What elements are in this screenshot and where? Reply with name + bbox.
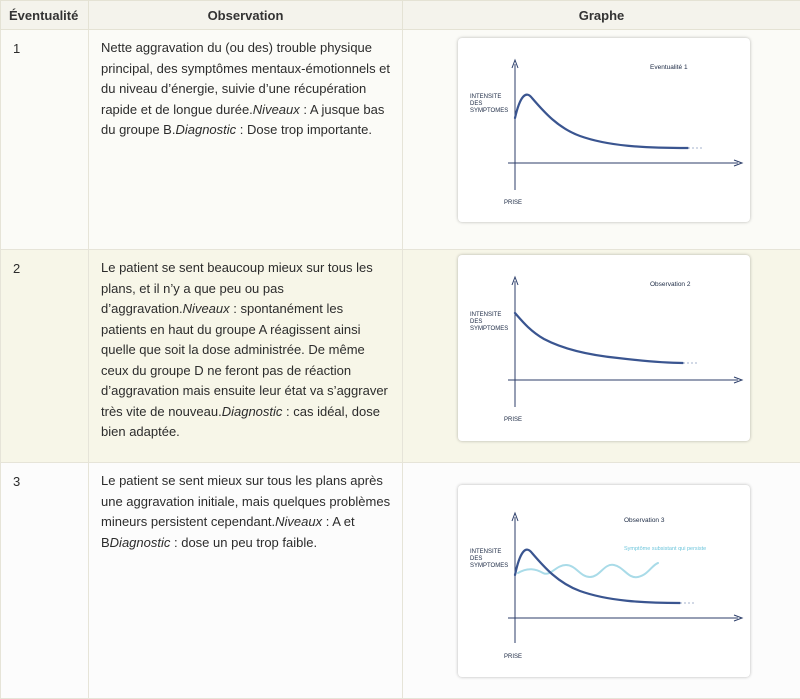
symptom-curve <box>515 95 688 148</box>
graph-cell <box>403 250 800 463</box>
graph-title: Eventualité 1 <box>650 64 688 71</box>
graph-ylabel-line: INTENSITE <box>470 549 501 555</box>
header-observation: Observation <box>89 1 403 30</box>
graph-card <box>458 38 750 222</box>
graph-title: Observation 3 <box>624 517 665 524</box>
graph-eventualite-1 <box>458 38 750 222</box>
observation-text: Le patient se sent beaucoup mieux sur tous les plans, et il n’y a que peu ou pas d’aggravation.Niveaux : spontanément les patients en haut du groupe A réagissent ainsi quelle que soit la dose administrée. De même ceux du groupe D ne feront pas de réaction d’aggravation mais ensuite leur état va s’aggraver très vite de nouveau.Diagnostic : cas idéal, dose bien adaptée. <box>89 250 403 463</box>
row-number: 1 <box>1 30 89 250</box>
graph-cell <box>403 463 800 699</box>
y-axis <box>512 277 518 407</box>
graph-card <box>458 255 750 441</box>
graph-observation-3 <box>458 485 750 677</box>
x-axis <box>508 615 742 621</box>
graph-xlabel: PRISE <box>504 654 522 660</box>
graph-card <box>458 485 750 677</box>
observation-text: Le patient se sent mieux sur tous les plans après une aggravation initiale, mais quelques problèmes mineurs persistent cependant.Niveaux : A et BDiagnostic : dose un peu trop faible. <box>89 463 403 699</box>
graph-ylabel-line: SYMPTOMES <box>470 108 508 114</box>
graph-ylabel-line: INTENSITE <box>470 312 501 318</box>
observation-text: Nette aggravation du (ou des) trouble physique principal, des symptômes mentaux-émotionnels et du niveau d’énergie, suivie d’une récupération rapide et de longue durée.Niveaux : A jusque bas du groupe B.Diagnostic : Dose trop importante. <box>89 30 403 250</box>
header-graphe: Graphe <box>403 1 800 30</box>
symptom-curve <box>515 550 680 603</box>
graph-ylabel-line: DES <box>470 319 482 325</box>
y-axis <box>512 60 518 190</box>
graph-ylabel-line: INTENSITE <box>470 94 501 100</box>
table-row <box>1 463 800 699</box>
graph-xlabel: PRISE <box>504 200 522 206</box>
table-row <box>1 30 800 250</box>
header-eventualite: Éventualité <box>1 1 89 30</box>
row-number: 2 <box>1 250 89 463</box>
persisting-symptom-curve <box>518 563 658 577</box>
graph-title: Observation 2 <box>650 281 691 288</box>
graph-ylabel-line: SYMPTOMES <box>470 563 508 569</box>
graph-xlabel: PRISE <box>504 417 522 423</box>
graph-ylabel-line: DES <box>470 556 482 562</box>
graph-ylabel-line: SYMPTOMES <box>470 326 508 332</box>
header-row <box>1 1 800 30</box>
persisting-series-label: Symptôme subsistant qui persiste <box>624 546 706 552</box>
graph-observation-2 <box>458 255 750 441</box>
row-number: 3 <box>1 463 89 699</box>
graph-ylabel-line: DES <box>470 101 482 107</box>
y-axis <box>512 513 518 643</box>
graph-cell <box>403 30 800 250</box>
table-row <box>1 250 800 463</box>
symptom-curve <box>515 313 683 363</box>
x-axis <box>508 377 742 383</box>
x-axis <box>508 160 742 166</box>
